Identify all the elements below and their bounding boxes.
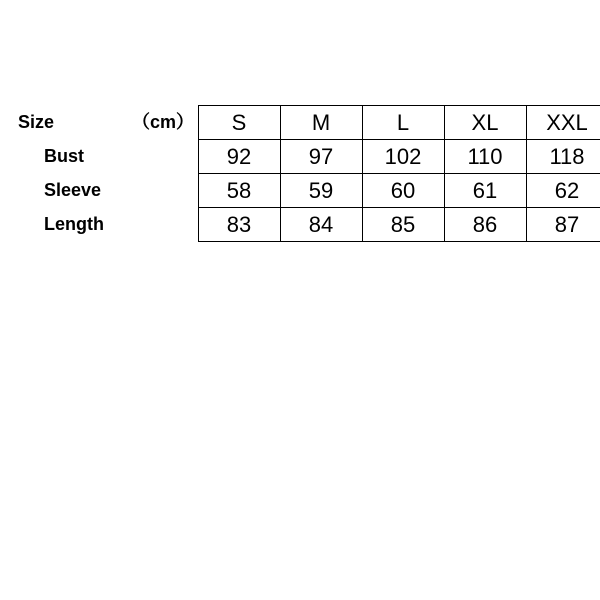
table-row [8, 174, 600, 208]
header-size-label: Size [18, 112, 55, 132]
row-label-bust: Bust [8, 140, 198, 174]
cell-bust-l: 102 [362, 140, 444, 174]
cell-bust-m: 97 [280, 140, 362, 174]
cell-length-m: 84 [280, 208, 362, 242]
header-col-s: S [198, 106, 280, 140]
size-chart-table [8, 105, 600, 242]
header-col-xl: XL [444, 106, 526, 140]
table-header-row [8, 106, 600, 140]
cell-bust-xl: 110 [444, 140, 526, 174]
cell-sleeve-l: 60 [362, 174, 444, 208]
cell-sleeve-m: 59 [280, 174, 362, 208]
table-row [8, 140, 600, 174]
row-label-length: Length [8, 208, 198, 242]
header-col-l: L [362, 106, 444, 140]
header-unit-label: （cm） [132, 112, 195, 132]
cell-length-l: 85 [362, 208, 444, 242]
cell-sleeve-xl: 61 [444, 174, 526, 208]
cell-length-s: 83 [198, 208, 280, 242]
header-label-cell [8, 106, 198, 140]
header-col-m: M [280, 106, 362, 140]
row-label-sleeve: Sleeve [8, 174, 198, 208]
cell-bust-s: 92 [198, 140, 280, 174]
header-col-xxl: XXL [526, 106, 600, 140]
cell-length-xl: 86 [444, 208, 526, 242]
cell-length-xxl: 87 [526, 208, 600, 242]
cell-sleeve-xxl: 62 [526, 174, 600, 208]
table-row [8, 208, 600, 242]
cell-bust-xxl: 118 [526, 140, 600, 174]
cell-sleeve-s: 58 [198, 174, 280, 208]
